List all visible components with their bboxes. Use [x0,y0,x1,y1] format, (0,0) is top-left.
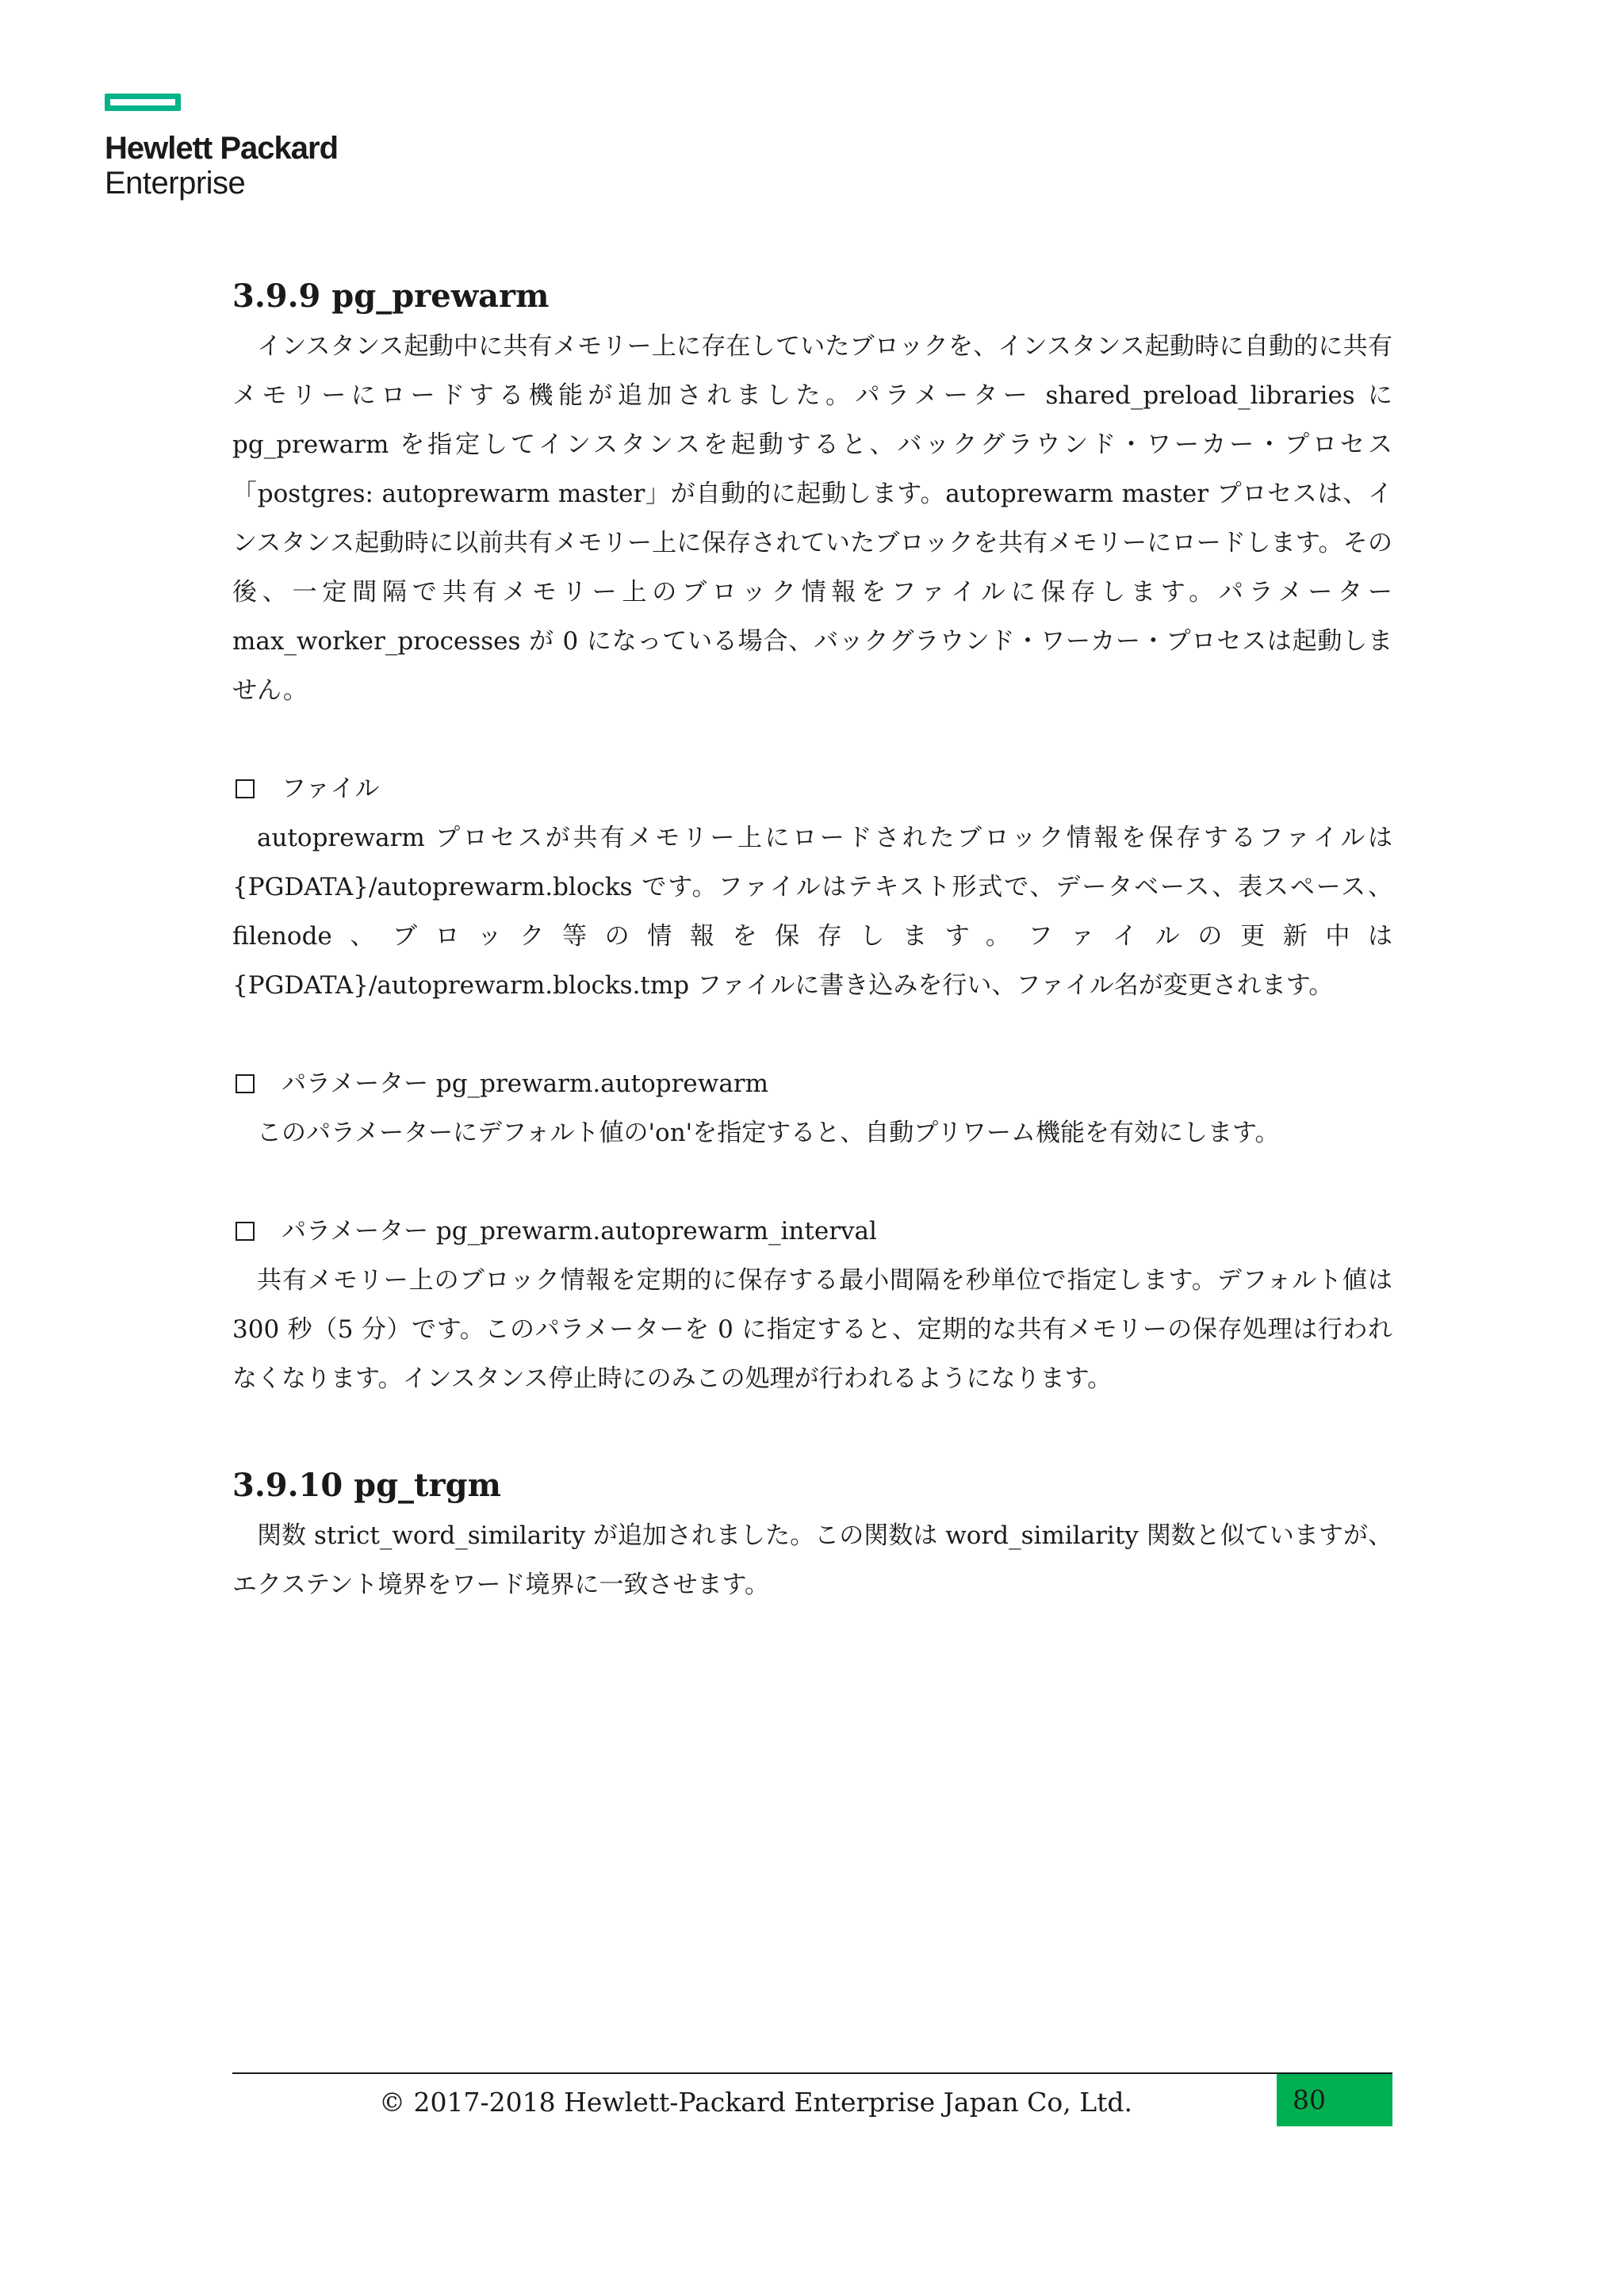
file-subheading-label: ファイル [282,775,380,803]
page-number: 80 [1293,2084,1326,2115]
param-interval-description: 共有メモリー上のブロック情報を定期的に保存する最小間隔を秒単位で指定します。デフォルト値は 300 秒（5 分）です。このパラメーターを 0 に指定すると、定期的な共有メモリーの保存処理は行われなくなります。インスタンス停止時にのみこの処理が行われるようになります。 [232,1266,1392,1393]
file-subheading [232,764,1392,813]
logo-text-line1: Hewlett Packard [105,131,339,166]
file-description: autoprewarm プロセスが共有メモリー上にロードされたブロック情報を保存するファイルは{PGDATA}/autoprewarm.blocks です。ファイルはテキスト形式で、データベース、表スペース、filenode、ブロック等の情報を保存します。ファイルの更新中は{PGDATA}/autoprewarm.blocks.tmp ファイルに書き込みを行い、ファイル名が変更されます。 [232,824,1392,1000]
hpe-logo [105,94,358,201]
logo-text-line2: Enterprise [105,166,246,201]
section-heading-pg-trgm: 3.9.10 pg_trgm [232,1467,501,1504]
logo-rectangle-icon [105,94,181,111]
document-body [232,271,1392,1609]
param-autoprewarm-subheading [232,1059,1392,1108]
param-interval-label: パラメーター pg_prewarm.autoprewarm_interval [282,1217,877,1246]
page-number-badge [1277,2074,1392,2126]
footer-divider [232,2072,1392,2074]
param-interval-subheading [232,1207,1392,1256]
section-heading-pg-prewarm: 3.9.9 pg_prewarm [232,277,550,315]
footer-copyright: © 2017-2018 Hewlett-Packard Enterprise Japan Co, Ltd. [379,2087,1132,2118]
checkbox-square-icon [236,779,255,798]
checkbox-square-icon [236,1222,255,1241]
param-autoprewarm-description: このパラメーターにデフォルト値の'on'を指定すると、自動プリワーム機能を有効にします。 [257,1119,1280,1147]
pg-trgm-description: 関数 strict_word_similarity が追加されました。この関数は word_similarity 関数と似ていますが、エクステント境界をワード境界に一致させます。 [232,1521,1392,1599]
checkbox-square-icon [236,1074,255,1093]
param-autoprewarm-label: パラメーター pg_prewarm.autoprewarm [282,1070,769,1098]
pg-prewarm-intro: インスタンス起動中に共有メモリー上に存在していたブロックを、インスタンス起動時に自動的に共有メモリーにロードする機能が追加されました。パラメーター shared_preload_libraries に pg_prewarm を指定してインスタンスを起動すると、バックグラウンド・ワーカー・プロセス「postgres: autoprewarm master」が自動的に起動します。autoprewarm master プロセスは、インスタンス起動時に以前共有メモリー上に保存されていたブロックを共有メモリーにロードします。その後、一定間隔で共有メモリー上のブロック情報をファイルに保存します。パラメーターmax_worker_processes が 0 になっている場合、バックグラウンド・ワーカー・プロセスは起動しません。 [232,332,1392,705]
